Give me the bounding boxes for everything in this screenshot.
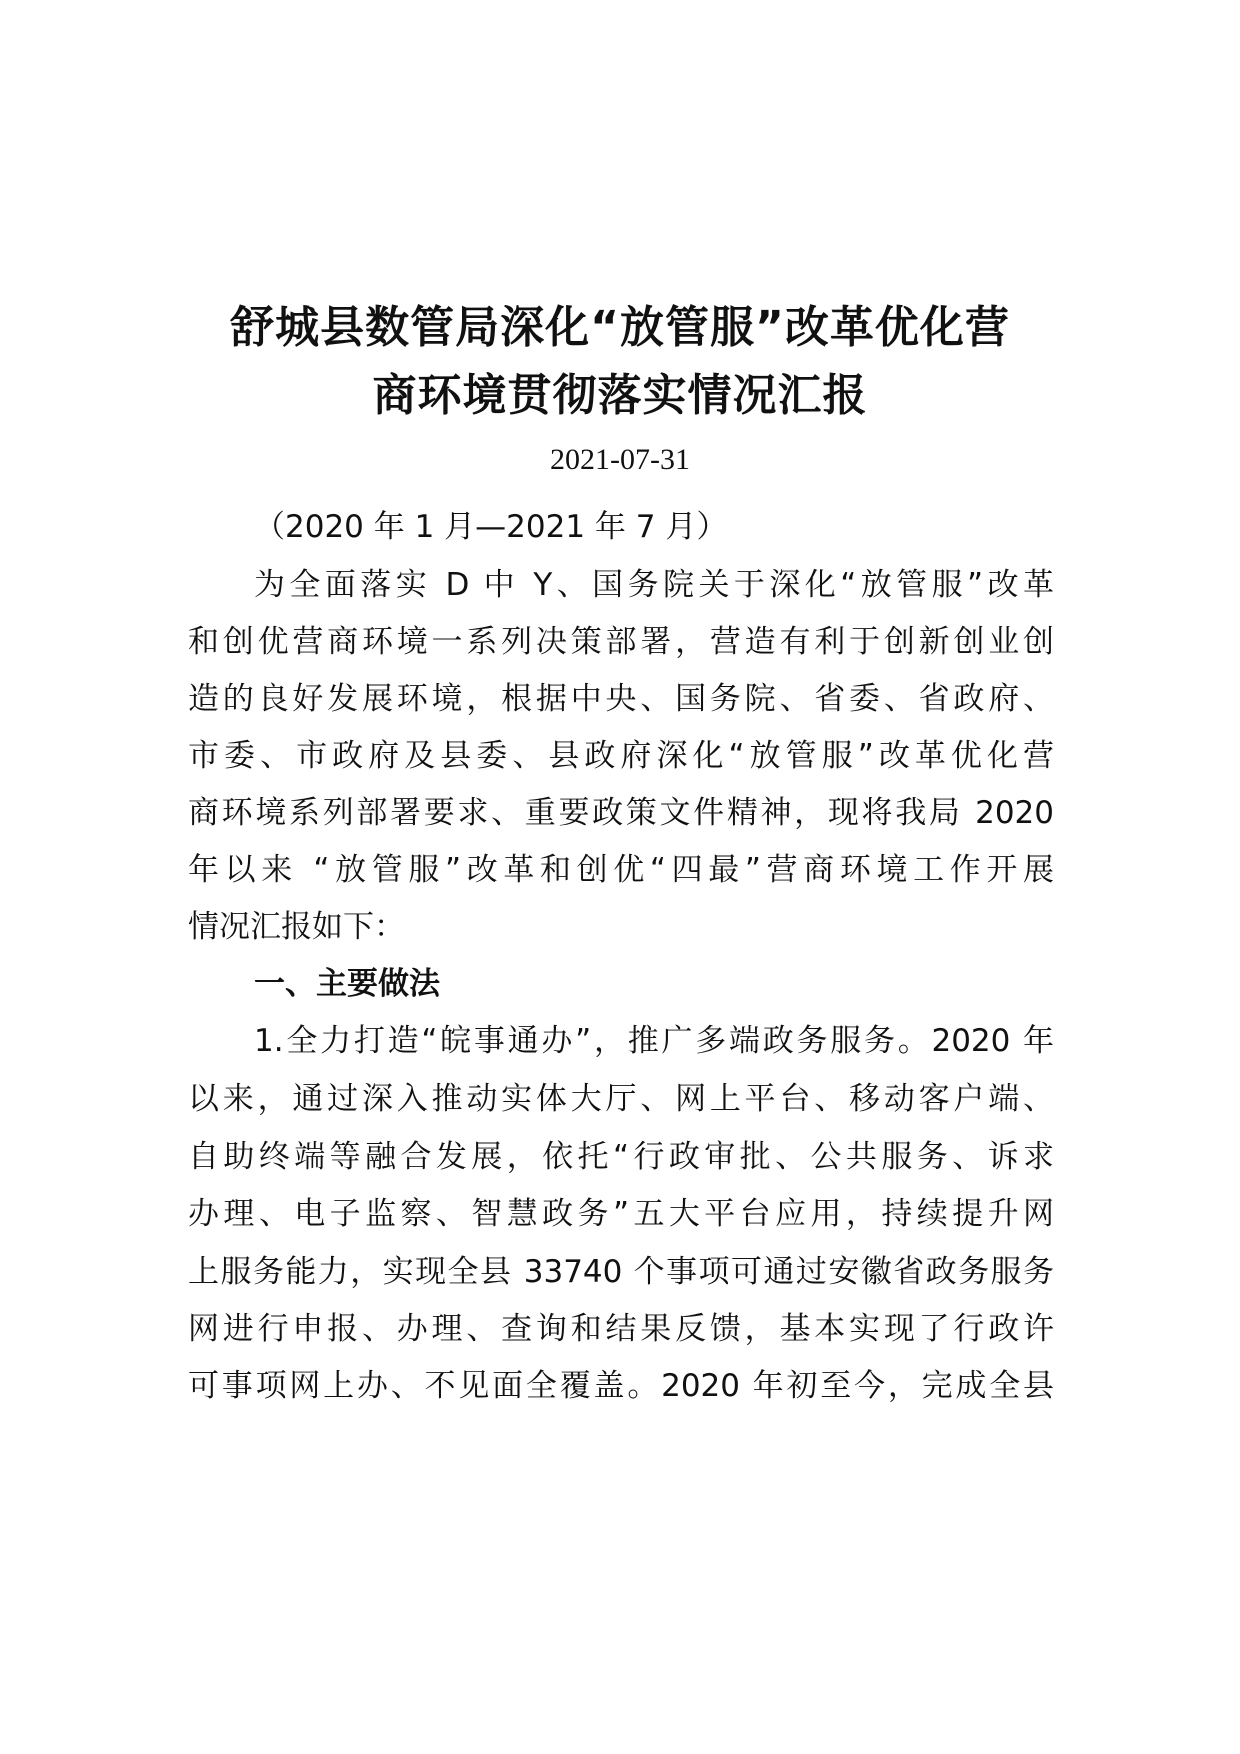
paragraph-2-line: 可事项网上办、不见面全覆盖。2020 年初至今，完成全县	[188, 1368, 1054, 1404]
document-title-line-2: 商环境贯彻落实情况汇报	[372, 370, 868, 421]
paragraph-1-line: 情况汇报如下：	[188, 909, 405, 945]
document-date: 2021-07-31	[550, 443, 690, 476]
paragraph-1-line: 商环境系列部署要求、重要政策文件精神，现将我局 2020	[188, 795, 1054, 831]
reporting-period: （2020 年 1 月—2021 年 7 月）	[254, 509, 728, 545]
paragraph-2-line: 自助终端等融合发展，依托“行政审批、公共服务、诉求	[188, 1139, 1054, 1175]
paragraph-1-line: 和创优营商环境一系列决策部署，营造有利于创新创业创	[188, 624, 1054, 660]
paragraph-2-line: 以来，通过深入推动实体大厅、网上平台、移动客户端、	[188, 1081, 1054, 1117]
paragraph-1-line: 年以来 “放管服”改革和创优“四最”营商环境工作开展	[188, 852, 1054, 888]
section-heading: 一、主要做法	[254, 966, 440, 1002]
paragraph-1-line: 为全面落实 D 中 Y、国务院关于深化“放管服”改革	[254, 567, 1054, 603]
paragraph-1-line: 市委、市政府及县委、县政府深化“放管服”改革优化营	[188, 738, 1054, 774]
paragraph-2-line: 网进行申报、办理、查询和结果反馈，基本实现了行政许	[188, 1311, 1054, 1347]
paragraph-1-line: 造的良好发展环境，根据中央、国务院、省委、省政府、	[188, 681, 1054, 717]
paragraph-2-line: 1.全力打造“皖事通办”，推广多端政务服务。2020 年	[254, 1023, 1054, 1059]
paragraph-2-line: 上服务能力，实现全县 33740 个事项可通过安徽省政务服务	[188, 1254, 1054, 1290]
paragraph-2-line: 办理、电子监察、智慧政务”五大平台应用，持续提升网	[188, 1196, 1054, 1232]
document-title-line-1: 舒城县数管局深化“放管服”改革优化营	[230, 302, 1010, 353]
